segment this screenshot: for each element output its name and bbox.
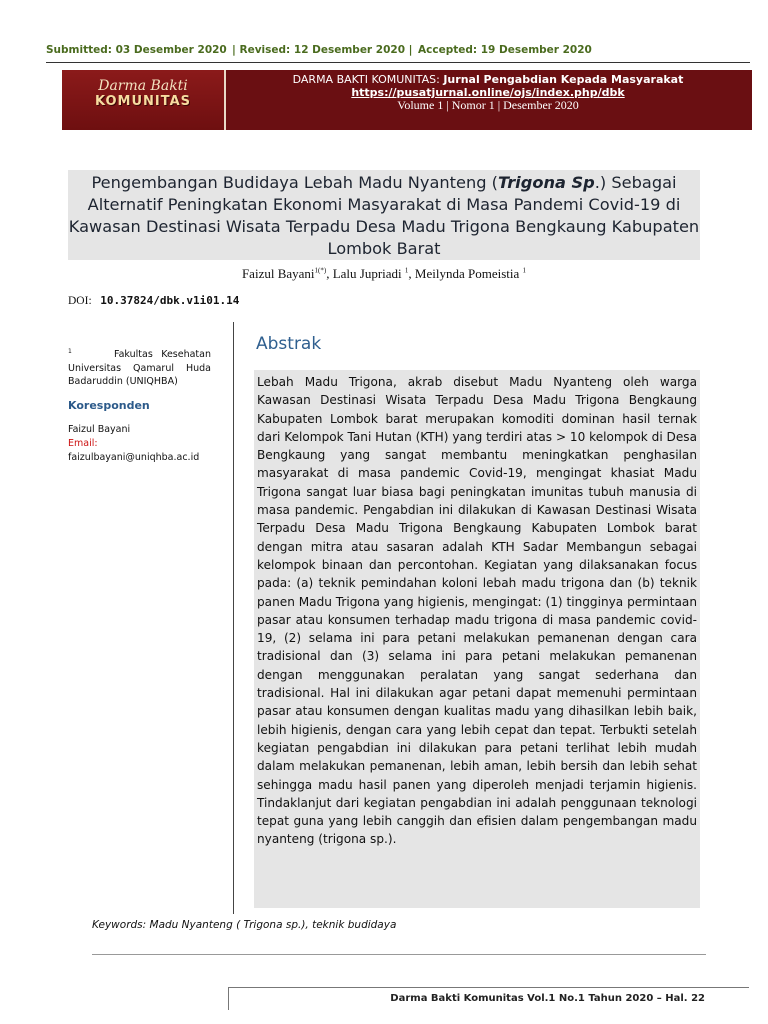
author-3-affil: 1	[522, 266, 527, 275]
journal-logo	[62, 70, 226, 130]
bottom-rule	[92, 954, 706, 955]
submitted-date: Submitted: 03 Desember 2020	[46, 44, 227, 56]
banner-info	[224, 73, 752, 113]
email-label: Email:	[68, 438, 98, 449]
doi-label: DOI:	[68, 295, 92, 307]
doi-link[interactable]: 10.37824/dbk.v1i01.14	[100, 294, 240, 307]
journal-url-link[interactable]: https://pusatjurnal.online/ojs/index.php/dbk	[351, 86, 625, 99]
corresponding-author-name: Faizul Bayani	[68, 424, 131, 435]
title-part-1: Pengembangan Budidaya Lebah Madu Nyanteng (	[91, 173, 498, 192]
title-italic: Trigona Sp	[497, 173, 595, 192]
abstract-text: Lebah Madu Trigona, akrab disebut Madu Nyanteng oleh warga Kawasan Destinasi Wisata Terpadu Desa Madu Trigona Bengkaung Kabupaten Lombok barat merupakan komoditi dominan hasil ternak dari Kelompok Tani Hutan (KTH) yang terdiri atas > 10 kelompok di Desa Bengkaung yang sangat membantu meningkatkan penghasilan masyarakat di masa pandemic Covid-19, mengingat khasiat Madu Trigona sangat luar biasa bagi peningkatan imunitas tubuh manusia di masa pandemic. Pengabdian ini dilakukan di Kawasan Destinasi Wisata Terpadu Desa Madu Trigona Bengkaung Kabupaten Lombok barat dengan mitra atau sasaran adalah KTH Sadar Membangun sebagai kelompok binaan dan percontohan. Kegiatan yang dilaksanakan focus pada: (a) teknik pemindahan koloni lebah madu trigona dan (b) teknik panen Madu Trigona yang higienis, mengingat: (1) tingginya permintaan pasar atau konsumen terhadap madu trigona di masa pandemic covid-19, (2) selama ini para petani melakukan pemanenan dengan cara tradisional dan (3) selama ini para petani melakukan pemanenan dengan menggunakan peralatan yang sangat sederhana dan tradisional. Hal ini dilakukan agar petani dapat memenuhi permintaan pasar atau konsumen dengan kualitas madu yang dihasilkan lebih baik, lebih higienis, dengan cara yang lebih cepat dan tepat. Terbukti setelah kegiatan pengabdian ini dilakukan para petani terlihat lebih mudah dalam melakukan pemanenan, lebih aman, lebih bersih dan lebih sehat sehingga madu hasil panen yang diperoleh menjadi terjamin higienis. Tindaklanjut dari kegiatan pengabdian ini adalah penggunaan teknologi tepat guna yang lebih canggih dan efisien dalam pengembangan madu nyanteng (trigona sp.).	[254, 370, 700, 908]
corresponding-email-link[interactable]: faizulbayani@uniqhba.ac.id	[68, 452, 200, 463]
revised-date: | Revised: 12 Desember 2020 |	[232, 44, 413, 56]
author-1: Faizul Bayani	[241, 266, 315, 281]
affiliation-number: 1	[68, 348, 72, 355]
doi-line	[68, 294, 239, 307]
keywords: Keywords: Madu Nyanteng ( Trigona sp.), teknik budidaya	[92, 919, 397, 931]
abstract-heading: Abstrak	[256, 334, 322, 354]
article-title	[68, 170, 700, 260]
affiliation-text: Fakultas Kesehatan Universitas Qamarul Huda Badaruddin (UNIQHBA)	[68, 349, 211, 388]
journal-banner	[62, 70, 752, 130]
footer-citation: Darma Bakti Komunitas Vol.1 No.1 Tahun 2020 – Hal. 22	[390, 993, 705, 1004]
journal-name-line	[224, 73, 752, 86]
logo-top-text: Darma Bakti	[98, 78, 188, 94]
logo-bottom-text: KOMUNITAS	[94, 94, 192, 109]
author-list	[0, 266, 768, 282]
journal-subtitle: Jurnal Pengabdian Kepada Masyarakat	[443, 73, 684, 86]
page-footer	[228, 987, 749, 1010]
author-1-affil: 1(*)	[314, 266, 327, 275]
koresponden-heading: Koresponden	[68, 399, 150, 412]
title-part-2: .) Sebagai Alternatif Peningkatan Ekonomi Masyarakat di Masa Pandemi Covid-19 di Kawasan Destinasi Wisata Terpadu Desa Madu Trigona Bengkaung Kabupaten Lombok Barat	[68, 173, 700, 258]
author-2-affil: 1	[404, 266, 409, 275]
header-rule	[46, 62, 750, 63]
journal-name: DARMA BAKTI KOMUNITAS:	[292, 73, 440, 86]
column-divider	[233, 322, 234, 914]
affiliation	[68, 345, 211, 389]
accepted-date: Accepted: 19 Desember 2020	[418, 44, 592, 56]
journal-volume: Volume 1 | Nomor 1 | Desember 2020	[397, 98, 579, 112]
author-3: , Meilynda Pomeistia	[408, 266, 520, 281]
author-2: , Lalu Jupriadi	[326, 266, 402, 281]
